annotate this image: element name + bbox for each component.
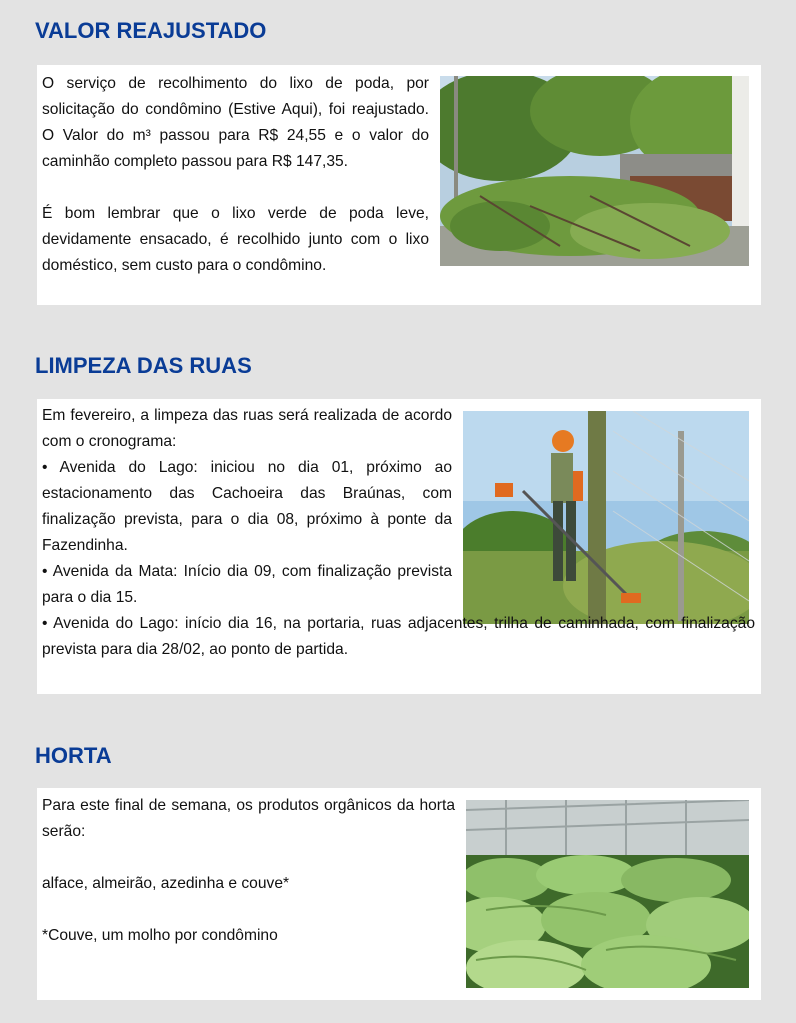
- section-title-valor-reajustado: VALOR REAJUSTADO: [35, 18, 267, 43]
- card-text-bottom: [42, 611, 755, 663]
- card-horta: [37, 788, 761, 1000]
- list-item-text: • Avenida do Lago: início dia 16, na portaria, ruas adjacentes, trilha de caminhada, com finalização prevista para dia 28/02, ao ponto de partida.: [42, 615, 755, 658]
- paragraph: alface, almeirão, azedinha e couve*: [42, 875, 290, 892]
- pruned-branches-photo: [440, 76, 749, 266]
- card-text: [42, 793, 455, 949]
- paragraph: Para este final de semana, os produtos orgânicos da horta serão:: [42, 797, 455, 840]
- card-valor-reajustado: [37, 65, 761, 305]
- list-item: Em fevereiro, a limpeza das ruas será realizada de acordo com o cronograma:: [42, 407, 452, 450]
- card-text: [42, 71, 429, 279]
- list-item: • Avenida do Lago: iniciou no dia 01, próximo ao estacionamento das Cachoeira das Braúnas, com finalização prevista, para o dia 08, próximo à ponte da Fazendinha.: [42, 459, 452, 554]
- section-title-horta: HORTA: [35, 743, 112, 768]
- grass-trimmer-worker-photo: [463, 411, 749, 624]
- card-limpeza-das-ruas: [37, 399, 761, 694]
- list-item: • Avenida da Mata: Início dia 09, com finalização prevista para o dia 15.: [42, 563, 452, 606]
- paragraph: *Couve, um molho por condômino: [42, 927, 278, 944]
- list-item: [42, 611, 755, 663]
- paragraph: É bom lembrar que o lixo verde de poda leve, devidamente ensacado, é recolhido junto com o lixo doméstico, sem custo para o condômino.: [42, 205, 429, 274]
- card-text-top: [42, 403, 452, 611]
- greenhouse-kale-photo: [466, 800, 749, 988]
- section-title-limpeza-das-ruas: LIMPEZA DAS RUAS: [35, 353, 252, 378]
- paragraph: O serviço de recolhimento do lixo de poda, por solicitação do condômino (Estive Aqui), foi reajustado. O Valor do m³ passou para R$ 24,55 e o valor do caminhão completo passou para R$ 147,35.: [42, 75, 429, 170]
